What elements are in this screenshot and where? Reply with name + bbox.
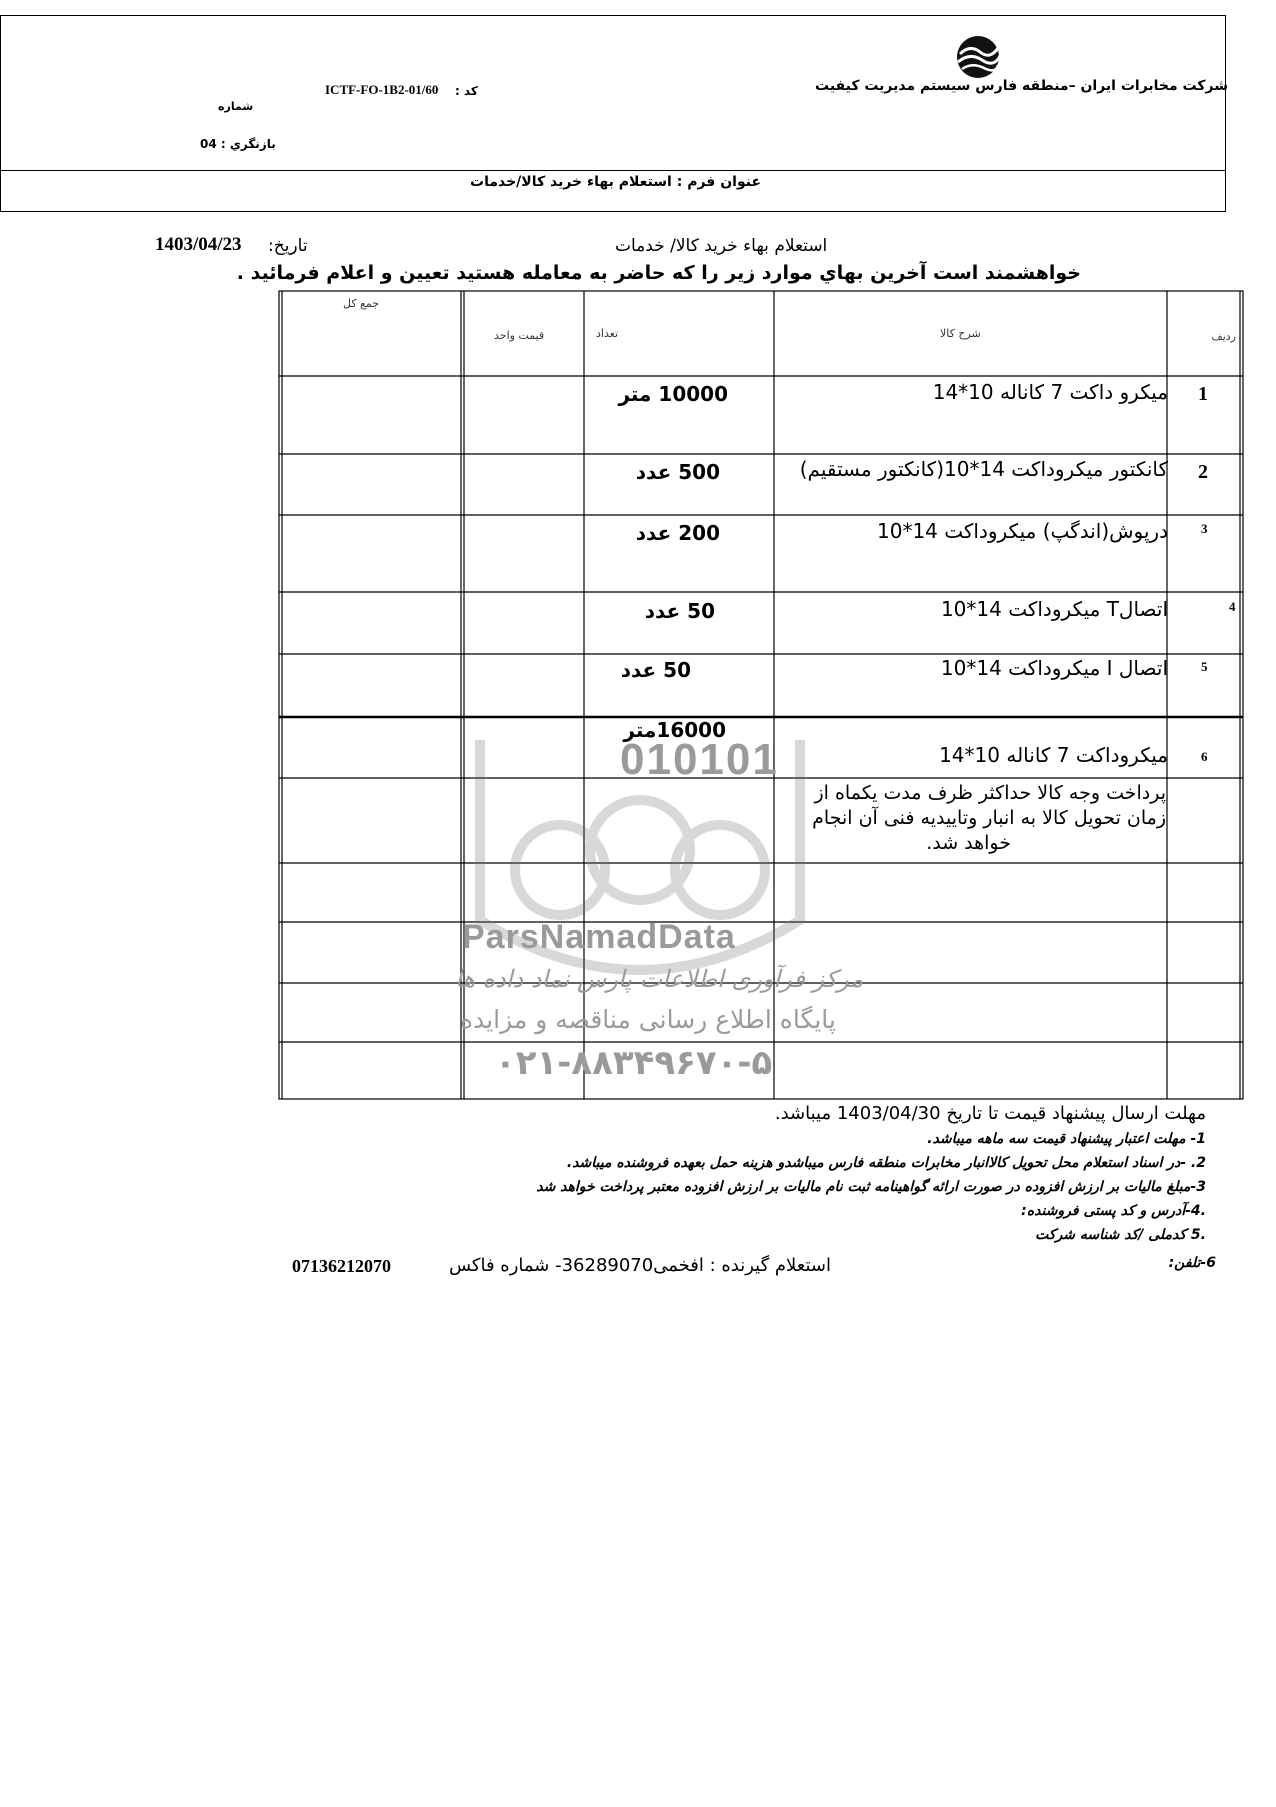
date-label: تاریخ: [268, 236, 308, 256]
note-item: .5 کدملی /کد شناسه شرکت [1035, 1227, 1206, 1243]
revision-label: بازنگري : 04 [200, 137, 276, 151]
payment-note-line: خواهد شد. [926, 832, 1011, 854]
item-quantity: 16000متر [623, 718, 726, 742]
watermark-brand: ParsNamadData [462, 918, 736, 956]
fax-number: 07136212070 [292, 1256, 391, 1276]
item-quantity: 10000 متر [618, 382, 728, 406]
item-description: درپوش(اندگپ) میکروداکت 14*10 [877, 519, 1168, 543]
item-quantity: 50 عدد [644, 599, 715, 623]
item-quantity: 50 عدد [620, 658, 691, 682]
watermark-phone: ۰۲۱-۸۸۳۴۹۶۷۰-۵ [495, 1043, 773, 1083]
item-description: میکروداکت 7 کاناله 10*14 [939, 743, 1168, 767]
item-quantity: 200 عدد [635, 521, 720, 545]
contact-person: استعلام گیرنده : افخمی36289070- شماره فاکس [448, 1255, 831, 1276]
item-quantity: 500 عدد [635, 460, 720, 484]
row-index: 1 [1198, 383, 1208, 405]
item-description: کانکتور میکروداکت 14*10(کانکتور مستقیم) [799, 457, 1168, 481]
header-row-index: رديف [1211, 330, 1236, 343]
note-item: 3-مبلغ ماليات بر ارزش افزوده در صورت ارائه گواهينامه ثبت نام ماليات بر ارزش افزوده معتبر پرداخت خواهد شد [536, 1179, 1206, 1195]
request-text: خواهشمند است آخرين بهاي موارد زير را كه حاضر به معامله هستيد تعيين و اعلام فرمائيد . [236, 262, 1081, 284]
row-index: 6 [1201, 749, 1208, 764]
number-label: شماره [218, 100, 254, 113]
company-logo-icon [948, 32, 1008, 82]
row-index: 4 [1229, 599, 1236, 614]
payment-note-line: زمان تحویل کالا به انبار وتاییدیه فنی آن انجام [812, 807, 1166, 829]
payment-note-line: پرداخت وجه کالا حداکثر ظرف مدت یکماه از [814, 782, 1166, 804]
header-description: شرح كالا [940, 327, 981, 340]
note-item: 1- مهلت اعتبار پيشنهاد قيمت سه ماهه ميباشد. [927, 1131, 1206, 1147]
note-item: 2. -در اسناد استعلام محل تحویل کالاانبار مخابرات منطقه فارس میباشدو هزینه حمل بعهده فروشنده میباشد. [566, 1155, 1206, 1171]
company-name: شرکت مخابرات ایران –منطقه فارس سیستم مدیریت کیفیت [815, 78, 1228, 94]
inquiry-title: استعلام بهاء خرید کالا/ خدمات [615, 236, 828, 256]
header-divider [0, 170, 1226, 171]
item-description: اتصالT میکروداکت 14*10 [940, 597, 1168, 621]
item-description: اتصال I میکروداکت 14*10 [940, 656, 1168, 680]
header-unit-price: قيمت واحد [494, 329, 545, 342]
form-title: عنوان فرم : استعلام بهاء خريد كالا/خدمات [470, 174, 762, 190]
row-index: 5 [1201, 659, 1208, 674]
form-code: ICTF-FO-1B2-01/60 [325, 82, 439, 97]
submission-deadline: مهلت ارسال پیشنهاد قیمت تا تاریخ 1403/04/30 میباشد. [774, 1103, 1206, 1124]
watermark-line1: مرکز فرآوری اطلاعات پارس نماد داده ها [455, 965, 864, 993]
row-index: 2 [1198, 461, 1208, 483]
item-description: میکرو داکت 7 کاناله 10*14 [932, 380, 1168, 404]
code-label: کد : [455, 84, 478, 98]
watermark-line2: پایگاه اطلاع رسانی مناقصه و مزایده [460, 1005, 836, 1034]
date-value: 1403/04/23 [155, 234, 242, 255]
note-item: .4-آدرس و کد پستی فروشنده: [1021, 1203, 1206, 1219]
header-total: جمع كل [343, 297, 380, 310]
watermark-digits: 010101 [620, 735, 779, 784]
note-item: 6-تلفن: [1168, 1255, 1216, 1271]
header-quantity: تعداد [596, 327, 619, 340]
row-index: 3 [1201, 521, 1208, 536]
